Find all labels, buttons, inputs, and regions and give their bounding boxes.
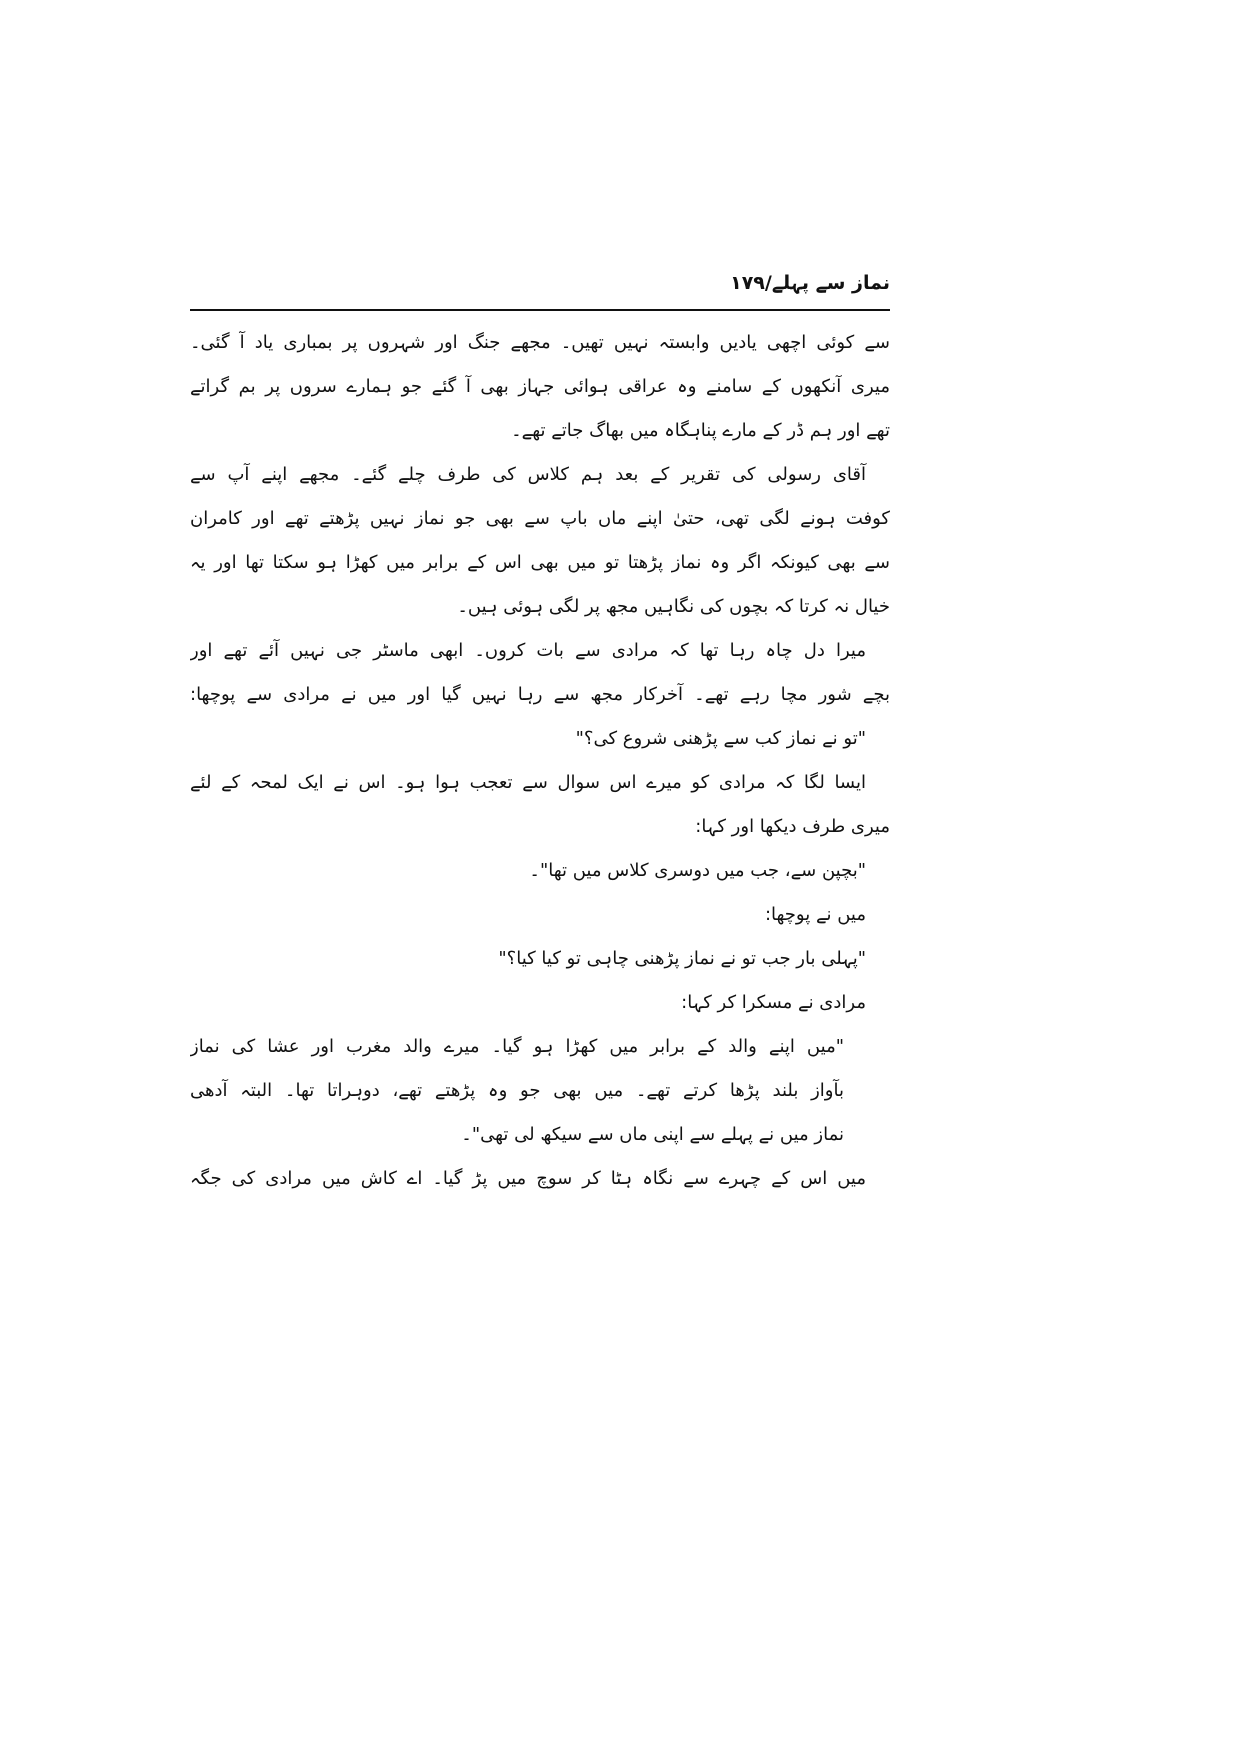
- text-line: مرادی نے مسکرا کر کہا:: [681, 992, 866, 1013]
- text-line: میں نے پوچھا:: [764, 904, 866, 925]
- text-line: "میں اپنے والد کے برابر میں کھڑا ہو گیا۔ میرے والد مغرب اور عشا کی نماز: [190, 1036, 844, 1057]
- text-line: میرا دل چاہ رہا تھا کہ مرادی سے بات کروں۔ ابھی ماسٹر جی نہیں آئے تھے اور: [190, 640, 866, 661]
- text-line: کوفت ہونے لگی تھی، حتیٰ اپنے ماں باپ سے بھی جو نماز نہیں پڑھتے تھے اور کامران: [190, 508, 890, 529]
- text-line: بچے شور مچا رہے تھے۔ آخرکار مجھ سے رہا نہیں گیا اور میں نے مرادی سے پوچھا:: [190, 684, 890, 705]
- text-line: میں اس کے چہرے سے نگاہ ہٹا کر سوچ میں پڑ گیا۔ اے کاش میں مرادی کی جگہ: [190, 1168, 866, 1189]
- text-line: بآواز بلند پڑھا کرتے تھے۔ میں بھی جو وہ پڑھتے تھے، دوہراتا تھا۔ البتہ آدھی: [190, 1080, 844, 1101]
- body-text: [190, 321, 890, 1201]
- text-line: "پہلی بار جب تو نے نماز پڑھنی چاہی تو کیا کیا؟": [498, 948, 866, 969]
- text-line: سے بھی کیونکہ اگر وہ نماز پڑھتا تو میں بھی اس کے برابر میں کھڑا ہو سکتا تھا اور یہ: [190, 552, 890, 573]
- text-line: سے کوئی اچھی یادیں وابستہ نہیں تھیں۔ مجھے جنگ اور شہروں پر بمباری یاد آ گئی۔: [190, 332, 890, 353]
- header-rule: [190, 309, 890, 311]
- text-line: "بچپن سے، جب میں دوسری کلاس میں تھا"۔: [529, 860, 866, 881]
- text-line: نماز میں نے پہلے سے اپنی ماں سے سیکھ لی تھی"۔: [461, 1124, 844, 1145]
- running-head: نماز سے پہلے/۱۷۹: [730, 272, 890, 294]
- text-line: "تو نے نماز کب سے پڑھنی شروع کی؟": [575, 728, 866, 749]
- text-line: خیال نہ کرتا کہ بچوں کی نگاہیں مجھ پر لگی ہوئی ہیں۔: [457, 596, 890, 617]
- text-line: میری آنکھوں کے سامنے وہ عراقی ہوائی جہاز بھی آ گئے جو ہمارے سروں پر بم گراتے: [190, 376, 890, 397]
- text-line: آقای رسولی کی تقریر کے بعد ہم کلاس کی طرف چلے گئے۔ مجھے اپنے آپ سے: [190, 464, 866, 485]
- page-header: [190, 270, 890, 310]
- text-line: تھے اور ہم ڈر کے مارے پناہگاہ میں بھاگ جاتے تھے۔: [511, 420, 890, 441]
- text-line: میری طرف دیکھا اور کہا:: [695, 816, 890, 837]
- text-line: ایسا لگا کہ مرادی کو میرے اس سوال سے تعجب ہوا ہو۔ اس نے ایک لمحہ کے لئے: [190, 772, 866, 793]
